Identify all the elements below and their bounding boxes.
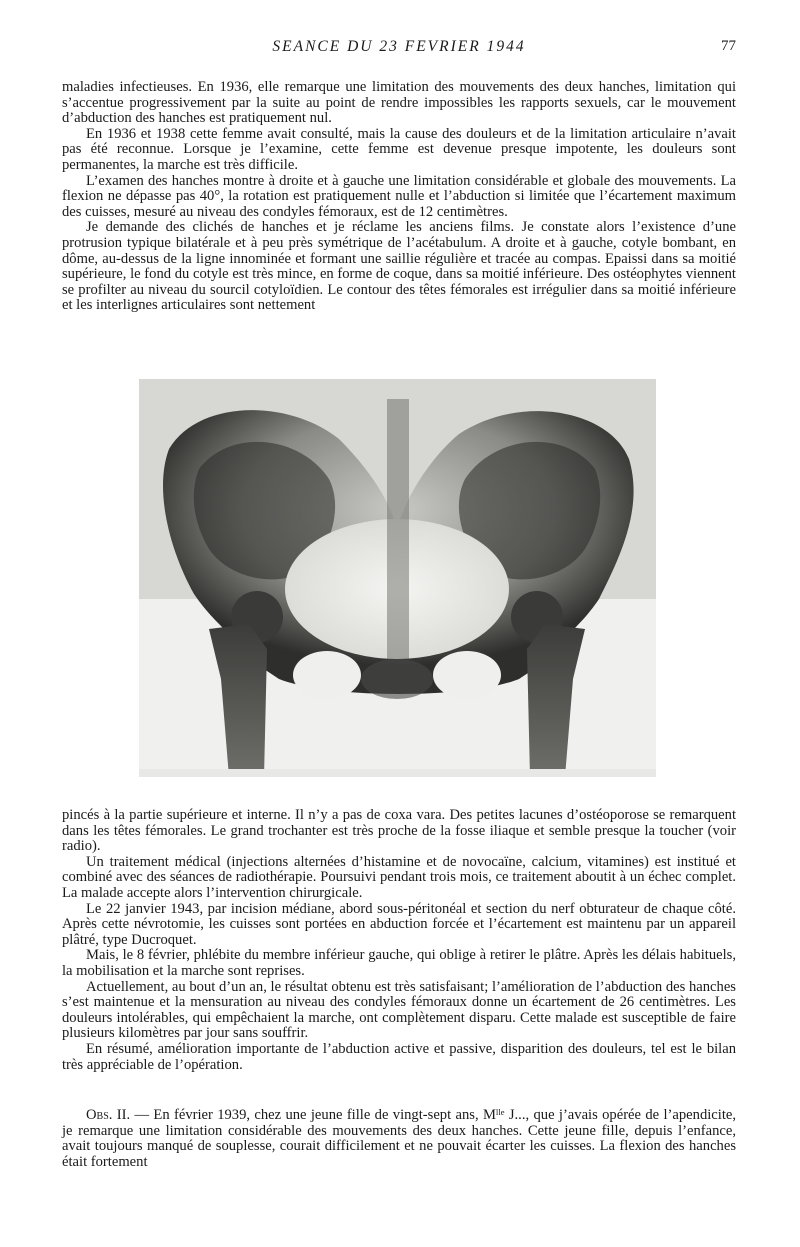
- page-header: [62, 38, 736, 60]
- paragraph: Actuellement, au bout d’un an, le résultat obtenu est très satisfaisant; l’amélioration de l’abduction des hanches s’est maintenue et la mensuration au niveau des condyles fémoraux donne un écartement de 26 centimètres. Les douleurs intolérables, qui empêchaient la marche, ont complètement disparu. Cette malade est susceptible de faire plusieurs kilomètres par jour sans souffrir.: [62, 978, 736, 1042]
- paragraph: En 1936 et 1938 cette femme avait consulté, mais la cause des douleurs et de la limitation articulaire n’avait pas été reconnue. Lorsque je l’examine, cette femme est devenue presque impotente, les douleurs sont permanentes, la marche est très difficile.: [62, 125, 736, 173]
- text-block-observation: [62, 1108, 736, 1170]
- paragraph: Un traitement médical (injections alternées d’histamine et de novocaïne, calcium, vitamines) est institué et combiné avec des séances de radiothérapie. Poursuivi pendant trois mois, ce traitement aboutit à un échec complet. La malade accepte alors l’intervention chirurgicale.: [62, 853, 736, 901]
- paragraph: maladies infectieuses. En 1936, elle remarque une limitation des mouvements des deux hanches, limitation qui s’accentue progressivement par la suite au point de rendre impossibles les rapports sexuels, car le mouvement d’abduction des hanches est pratiquement nul.: [62, 79, 736, 127]
- page-number: 77: [721, 38, 736, 54]
- paragraph: pincés à la partie supérieure et interne. Il n’y a pas de coxa vara. Des petites lacunes d’ostéoporose se remarquent dans les têtes fémorales. Le grand trochanter est très proche de la fosse iliaque et semble presque la toucher (voir radio).: [62, 807, 736, 855]
- observation-text: — En février 1939, chez une jeune fille de vingt-sept ans, Mˡˡᵉ J..., que j’avais opérée de l’apendicite, je remarque une limitation considérable des mouvements des deux hanches. Cette jeune fille, depuis l’enfance, avait toujours manqué de souplesse, courait difficilement et ne pouvait écarter les cuisses. La flexion des hanches était fortement: [62, 1107, 737, 1170]
- paragraph: L’examen des hanches montre à droite et à gauche une limitation considérable et globale des mouvements. La flexion ne dépasse pas 40°, la rotation est pratiquement nulle et l’abduction si limitée que l’écartement maximum des cuisses, mesuré au niveau des condyles fémoraux, est de 12 centimètres.: [62, 172, 736, 220]
- pelvis-radiograph-image: [139, 379, 656, 777]
- observation-paragraph: [62, 1108, 736, 1170]
- paragraph: Mais, le 8 février, phlébite du membre inférieur gauche, qui oblige à retirer le plâtre. Après les délais habituels, la mobilisation et la marche sont reprises.: [62, 947, 736, 979]
- paragraph: Le 22 janvier 1943, par incision médiane, abord sous-péritonéal et section du nerf obturateur de chaque côté. Après cette névrotomie, les cuisses sont portées en abduction forcée et l’écartement est maintenu par un appareil plâtré, type Ducroquet.: [62, 900, 736, 948]
- paragraph: Je demande des clichés de hanches et je réclame les anciens films. Je constate alors l’existence d’une protrusion typique bilatérale et à peu près symétrique de l’acétabulum. A droite et à gauche, cotyle bombant, en dôme, au-dessus de la ligne innominée et formant une saillie régulière et tracée au compas. Epaissi dans sa moitié supérieure, le fond du cotyle est très mince, en forme de coque, dans sa moitié inférieure. Des ostéophytes viennent se profilter au niveau du sourcil cotyloïdien. Le contour des têtes fémorales est irrégulier dans sa moitié inférieure et les interlignes articulaires sont nettement: [62, 219, 736, 314]
- text-block-top: [62, 80, 736, 314]
- paragraph: En résumé, amélioration importante de l’abduction active et passive, disparition des douleurs, tel est le bilan très appréciable de l’opération.: [62, 1040, 736, 1073]
- observation-label: Obs. II.: [86, 1107, 131, 1123]
- running-title: SEANCE DU 23 FEVRIER 1944: [272, 38, 526, 55]
- text-block-bottom: [62, 808, 736, 1073]
- pelvis-radiograph-figure: [139, 379, 656, 777]
